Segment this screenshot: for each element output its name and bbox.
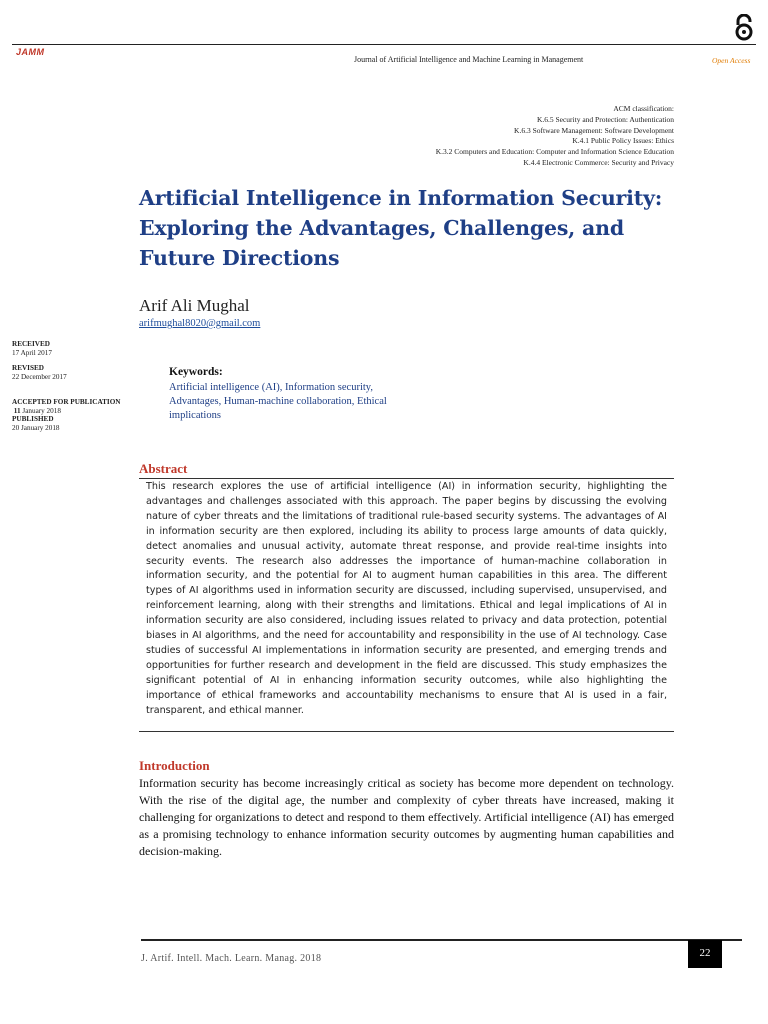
acm-classification [436,104,674,169]
paper-title [139,183,699,273]
header-rule [12,44,756,45]
keywords-heading: Keywords: [169,366,223,378]
acm-line: K.4.4 Electronic Commerce: Security and Privacy [523,157,674,167]
acm-line: K.3.2 Computers and Education: Computer and Information Science Education [435,147,674,157]
published-label: PUBLISHED [12,415,54,423]
abstract-text: This research explores the use of artificial intelligence (AI) in information security, highlighting the advantages and challenges associated with this approach. The paper begins by discussing the evolving nature of cyber threats and the limitations of traditional rule-based security systems. The advantages of AI in information security are then explored, including its ability to process large amounts of data quickly, detect anomalies and unusual activity, automate threat response, and provide real-time insights into security events. The research also addresses the importance of human-machine collaboration in information security, and the potential for AI to augment human capabilities in this area. The different types of AI algorithms used in information security are discussed, including supervised, unsupervised, and reinforcement learning, along with their strengths and limitations. Ethical and legal implications of AI in information security are also considered, including issues related to privacy and data protection, potential biases in AI algorithms, and the need for accountability and responsibility in the use of AI technology. Case studies of successful AI implementations in information security are presented, and emerging trends and opportunities for further research and development in the field are discussed. This study emphasizes the significant potential of AI in enhancing information security outcomes, while also highlighting the importance of ethical frameworks and accountability mechanisms to ensure that AI is used in a fair, transparent, and ethical manner. [146,481,667,716]
received-date: 17 April 2017 [12,348,52,357]
title-line: Artificial Intelligence in Information Security: [139,186,663,210]
title-line: Future Directions [139,246,340,270]
revised-date: 22 December 2017 [12,372,67,381]
accepted-label: ACCEPTED FOR PUBLICATION [12,398,121,406]
journal-name: Journal of Artificial Intelligence and Machine Learning in Management [354,55,584,64]
accepted-date: 11 January 2018 [13,406,61,415]
keywords-list: Artificial intelligence (AI), Information security, Advantages, Human-machine collaboration, Ethical implications [169,382,387,421]
acm-line: K.6.5 Security and Protection: Authentication [536,114,674,124]
introduction-text: Information security has become increasingly critical as society has become more dependent on technology. With the rise of the digital age, the number and complexity of cyber threats have increased, making it challenging for organizations to detect and respond to them effectively. Artificial intelligence (AI) has emerged as a promising technology to enhance information security outcomes by augmenting human capabilities and decision-making. [139,776,674,858]
acm-line: ACM classification: [613,104,674,113]
revised-label: REVISED [12,364,44,372]
acm-line: K.6.3 Software Management: Software Development [514,125,674,135]
open-access-label: Open Access [712,56,751,65]
acm-line: K.4.1 Public Policy Issues: Ethics [572,136,674,146]
open-access-lock-icon [731,14,757,42]
published-date: 20 January 2018 [12,423,60,432]
abstract-heading: Abstract [139,461,188,476]
footer-citation: J. Artif. Intell. Mach. Learn. Manag. 2018 [141,953,322,964]
abstract-bottom-rule [139,731,674,732]
title-line: Exploring the Advantages, Challenges, and [139,216,624,240]
footer-rule [141,939,742,941]
introduction-heading: Introduction [139,758,210,773]
received-label: RECEIVED [12,340,50,348]
publication-dates [12,340,121,432]
journal-logo: JAMM [16,47,45,57]
abstract-top-rule [139,478,674,479]
page-number: 22 [688,940,722,968]
author-name: Arif Ali Mughal [139,296,250,315]
author-email-link[interactable]: arifmughal8020@gmail.com [139,318,261,329]
